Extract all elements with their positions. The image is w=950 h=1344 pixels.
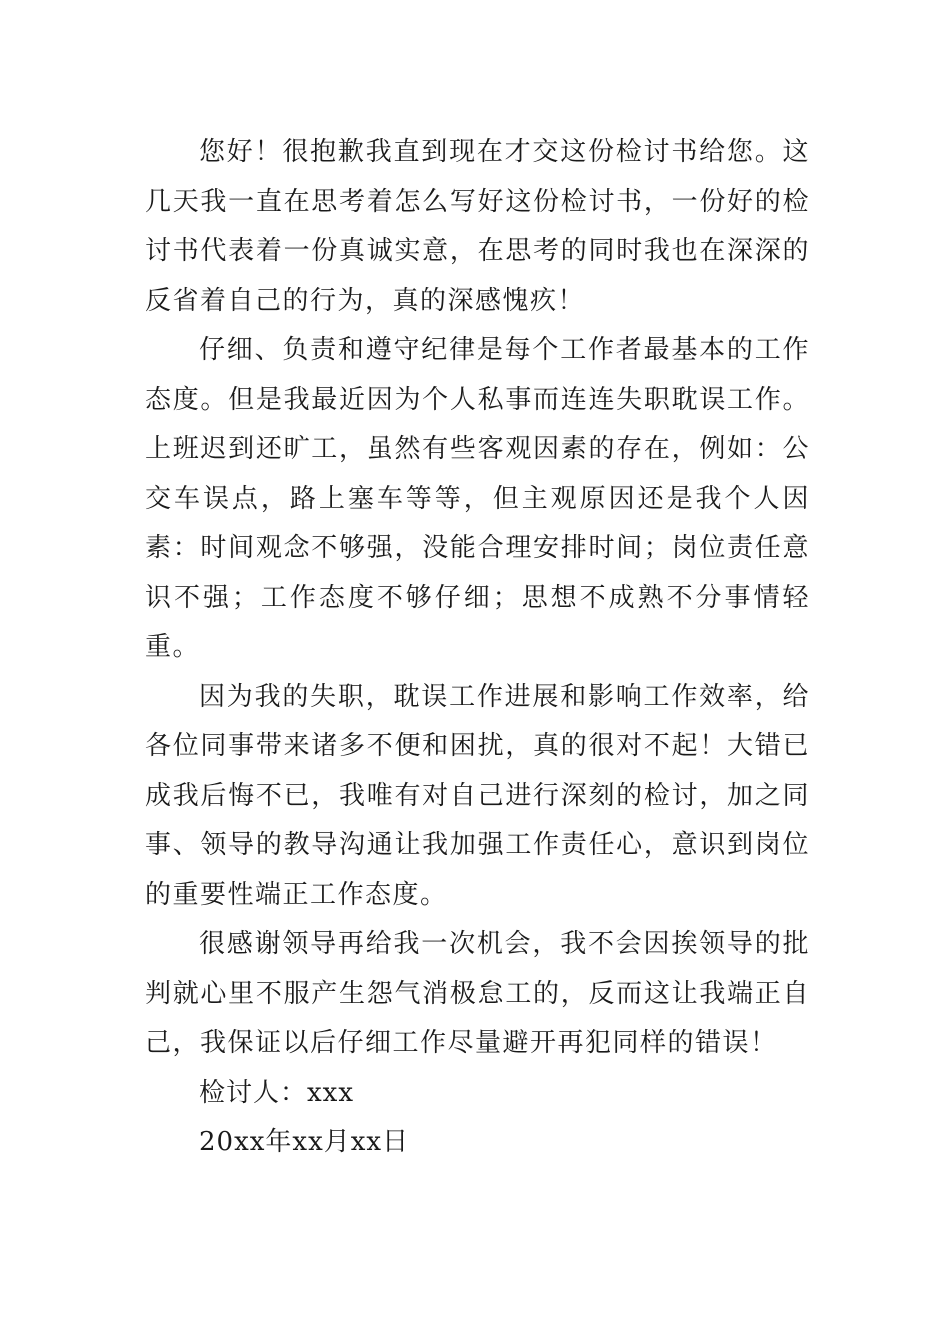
paragraph-greeting: 您好！很抱歉我直到现在才交这份检讨书给您。这几天我一直在思考着怎么写好这份检讨书，一份好的检讨书代表着一份真诚实意，在思考的同时我也在深深的反省着自己的行为，真的深感愧疚！: [145, 137, 810, 316]
paragraph-apology: 因为我的失职，耽误工作进展和影响工作效率，给各位同事带来诸多不便和困扰，真的很对不起！大错已成我后悔不已，我唯有对自己进行深刻的检讨，加之同事、领导的教导沟通让我加强工作责任心，意识到岗位的重要性端正工作态度。: [145, 681, 810, 910]
date-line: 20xx年xx月xx日: [199, 1127, 410, 1157]
paragraph-promise: 很感谢领导再给我一次机会，我不会因挨领导的批判就心里不服产生怨气消极怠工的，反而这让我端正自己，我保证以后仔细工作尽量避开再犯同样的错误！: [145, 929, 810, 1058]
paragraph-reasons: 仔细、负责和遵守纪律是每个工作者最基本的工作态度。但是我最近因为个人私事而连连失职耽误工作。上班迟到还旷工，虽然有些客观因素的存在，例如：公交车误点，路上塞车等等，但主观原因还是我个人因素：时间观念不够强，没能合理安排时间；岗位责任意识不强；工作态度不够仔细；思想不成熟不分事情轻重。: [145, 335, 810, 662]
signer-line: 检讨人：xxx: [199, 1077, 354, 1108]
document-body: [145, 128, 810, 1168]
